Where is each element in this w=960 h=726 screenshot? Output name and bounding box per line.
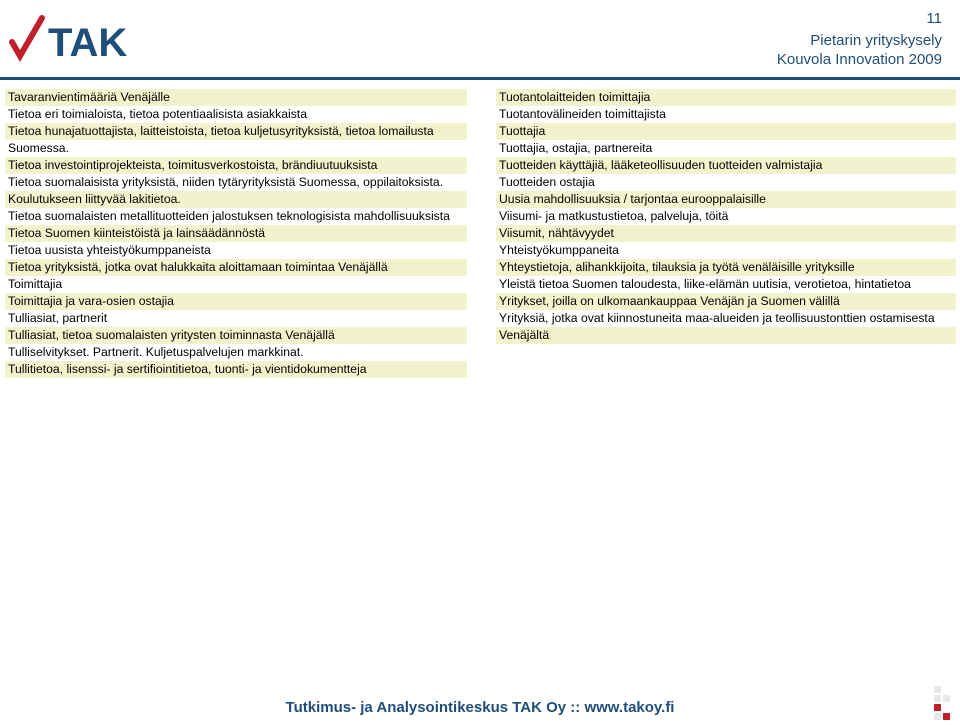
list-item: Koulutukseen liittyvää lakitietoa. (5, 191, 467, 208)
list-item: Tietoa suomalaisten metallituotteiden jalostuksen teknologisista mahdollisuuksista (8, 209, 450, 223)
list-item: Venäjältä (496, 327, 956, 344)
list-item: Viisumit, nähtävyydet (496, 225, 956, 242)
list-item: Tuotantovälineiden toimittajista (499, 107, 666, 121)
header-divider (0, 77, 960, 80)
list-item: Tullitietoa, lisenssi- ja sertifiointitietoa, tuonti- ja vientidokumentteja (5, 361, 467, 378)
list-item: Tulliasiat, tietoa suomalaisten yritysten toiminnasta Venäjällä (5, 327, 467, 344)
list-item: Yritykset, joilla on ulkomaankauppaa Venäjän ja Suomen välillä (496, 293, 956, 310)
list-item: Tietoa Suomen kiinteistöistä ja lainsäädännöstä (5, 225, 467, 242)
list-item: Tietoa yrityksistä, jotka ovat halukkaita aloittamaan toimintaa Venäjällä (5, 259, 467, 276)
list-item: Yhteystietoja, alihankkijoita, tilauksia ja työtä venäläisille yrityksille (496, 259, 956, 276)
list-item: Tietoa uusista yhteistyökumppaneista (8, 243, 211, 257)
list-item: Suomessa. (8, 141, 69, 155)
svg-text:TAK: TAK (48, 21, 128, 64)
list-item: Tietoa eri toimialoista, tietoa potentiaalisista asiakkaista (8, 107, 307, 121)
list-item: Tulliselvitykset. Partnerit. Kuljetuspalvelujen markkinat. (8, 345, 304, 359)
tak-logo (8, 12, 148, 64)
list-item: Tuotantolaitteiden toimittajia (496, 89, 956, 106)
list-item: Tuottajia, ostajia, partnereita (499, 141, 653, 155)
list-item: Uusia mahdollisuuksia / tarjontaa eurooppalaisille (496, 191, 956, 208)
list-item: Yleistä tietoa Suomen taloudesta, liike-elämän uutisia, verotietoa, hintatietoa (499, 277, 911, 291)
list-item: Tietoa suomalaisista yrityksistä, niiden tytäryrityksistä Suomessa, oppilaitoksista. (8, 175, 444, 189)
list-item: Tietoa investointiprojekteista, toimitusverkostoista, brändiuutuuksista (5, 157, 467, 174)
left-response-list (5, 89, 467, 378)
page-title: Pietarin yrityskysely (810, 32, 942, 49)
list-item: Tuotteiden käyttäjiä, lääketeollisuuden tuotteiden valmistajia (496, 157, 956, 174)
footer-text: Tutkimus- ja Analysointikeskus TAK Oy :: www.takoy.fi (285, 699, 675, 716)
list-item: Viisumi- ja matkustustietoa, palveluja, töitä (499, 209, 729, 223)
decorative-squares (934, 686, 954, 720)
list-item: Tietoa hunajatuottajista, laitteistoista, tietoa kuljetusyrityksistä, tietoa lomailusta (5, 123, 467, 140)
list-item: Tuotteiden ostajia (499, 175, 595, 189)
page-number: 11 (926, 10, 942, 27)
list-item: Toimittajia (8, 277, 63, 291)
list-item: Toimittajia ja vara-osien ostajia (5, 293, 467, 310)
right-response-list (496, 89, 956, 344)
list-item: Tulliasiat, partnerit (8, 311, 108, 325)
list-item: Yrityksiä, jotka ovat kiinnostuneita maa-alueiden ja teollisuustonttien ostamisesta (499, 311, 935, 325)
list-item: Tuottajia (496, 123, 956, 140)
list-item: Tavaranvientimääriä Venäjälle (5, 89, 467, 106)
list-item: Yhteistyökumppaneita (499, 243, 619, 257)
page-subtitle: Kouvola Innovation 2009 (776, 51, 942, 68)
